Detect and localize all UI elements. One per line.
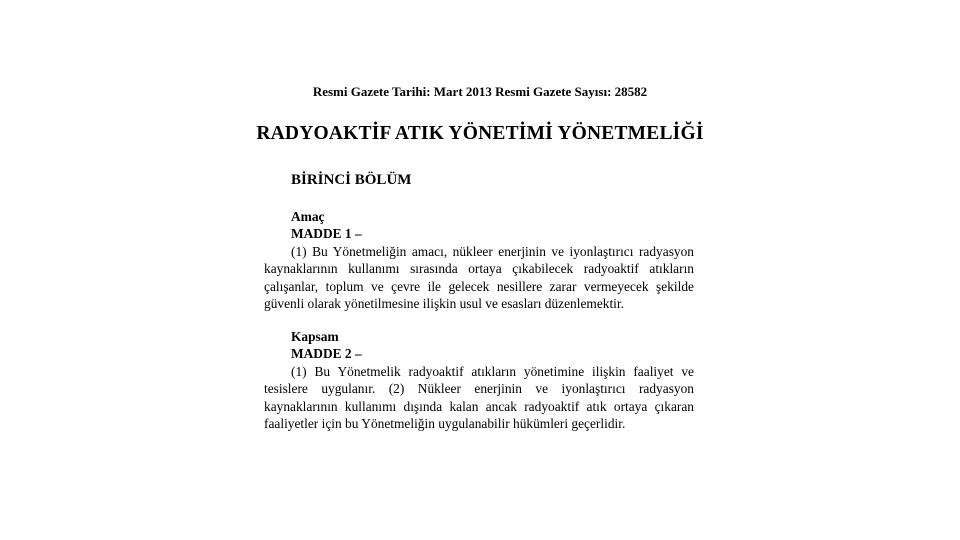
article-label: MADDE 2 – (291, 346, 362, 362)
article-paragraph: (1) Bu Yönetmelik radyoaktif atıkların yönetimine ilişkin faaliyet ve tesislere uygulanır. (2) Nükleer enerjinin ve iyonlaştırıcı radyasyon kaynaklarının kullanımı dışında kalan ancak radyoaktif atık ortaya çıkaran faaliyetler için bu Yönetmeliğin uygulanabilir hükümleri geçerlidir. (264, 363, 694, 432)
section-scope (264, 328, 694, 432)
article-paragraph: (1) Bu Yönetmeliğin amacı, nükleer enerjinin ve iyonlaştırıcı radyasyon kaynaklarının kullanımı sırasında ortaya çıkabilecek radyoaktif atıkların çalışanlar, toplum ve çevre ile gelecek nesillere zarar vermeyecek şekilde güvenli olarak yönetilmesine ilişkin usul ve esasları düzenlemektir. (264, 243, 694, 312)
section-purpose (264, 208, 694, 312)
chapter-heading: BİRİNCİ BÖLÜM (291, 172, 412, 188)
gazette-info: Resmi Gazete Tarihi: Mart 2013 Resmi Gazete Sayısı: 28582 (312, 84, 648, 99)
document-title: RADYOAKTİF ATIK YÖNETİMİ YÖNETMELİĞİ (256, 123, 704, 144)
section-heading: Kapsam (291, 329, 339, 344)
section-heading: Amaç (291, 209, 325, 224)
article-label: MADDE 1 – (291, 226, 362, 242)
